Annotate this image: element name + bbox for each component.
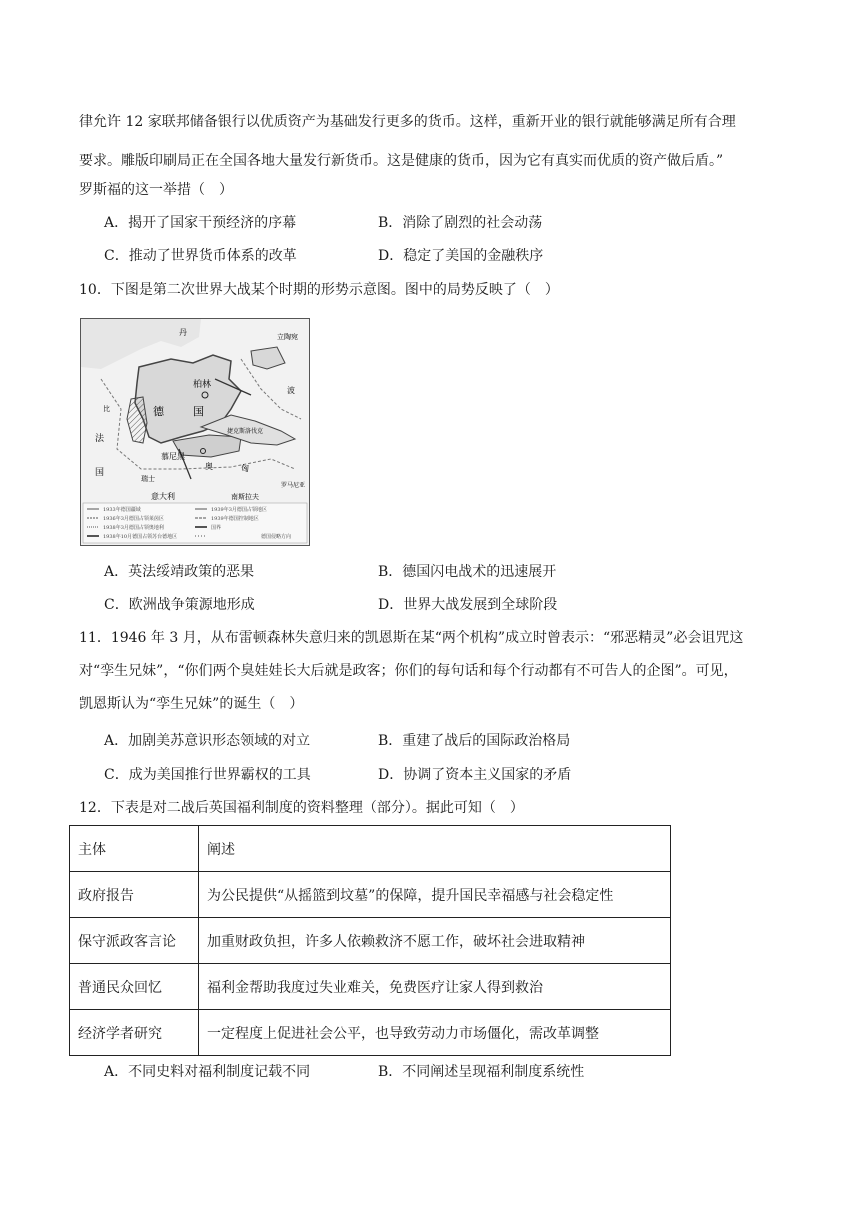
q10-option-b[interactable]: B．德国闪电战术的迅速展开 [378,564,557,580]
map-label-france-2: 国 [95,468,105,478]
q11-option-b[interactable]: B．重建了战后的国际政治格局 [378,733,571,749]
map-label-hungary: 匈 [241,464,249,473]
map-label-munich: 慕尼黑 [161,452,185,461]
q10-stem: 10．下图是第二次世界大战某个时期的形势示意图。图中的局势反映了（ ） [79,282,559,298]
table-row [70,964,671,1010]
legend-entry: 德国侵略方向 [261,534,292,540]
legend-entry: 1933年德国疆域 [103,507,141,513]
q11-option-a[interactable]: A．加剧美苏意识形态领域的对立 [104,733,311,749]
legend-entry: 国界 [211,525,222,531]
table-header-cell: 主体 [70,826,199,872]
legend-entry: 1936年3月德国占领莱茵区 [103,516,164,522]
table-cell: 经济学者研究 [70,1010,199,1056]
q11-text-line-3: 凯恩斯认为“孪生兄妹”的诞生（ ） [79,696,304,712]
q11-text-line-2: 对“孪生兄妹”，“你们两个臭娃娃长大后就是政客；你们的每句话和每个行动都有不可告人的企图”。可见， [79,663,738,679]
q9-option-a[interactable]: A．揭开了国家干预经济的序幕 [104,215,297,231]
q12-option-b[interactable]: B．不同阐述呈现福利制度系统性 [378,1064,585,1080]
map-label-belgium: 比 [103,405,110,413]
q11-option-c[interactable]: C．成为美国推行世界霸权的工具 [104,767,311,783]
table-header-cell: 阐述 [199,826,671,872]
q10-option-a[interactable]: A．英法绥靖政策的恶果 [104,564,255,580]
table-cell: 福利金帮助我度过失业难关，免费医疗让家人得到救治 [199,964,671,1010]
q9-text-line-2: 要求。雕版印刷局正在全国各地大量发行新货币。这是健康的货币，因为它有真实而优质的资产做后盾。” [79,153,724,169]
map-label-romania: 罗马尼亚 [281,482,306,489]
map-label-swiss: 瑞士 [141,475,155,483]
legend-entry: 1938年3月德国占领奥地利 [103,525,164,531]
map-label-poland: 波 [287,386,295,395]
map-label-germany-1: 德 [153,405,164,418]
legend-entry: 1939年3月德国占领地区 [211,507,267,513]
table-cell: 普通民众回忆 [70,964,199,1010]
map-label-czech: 捷克斯洛伐克 [227,428,264,435]
q9-option-d[interactable]: D．稳定了美国的金融秩序 [378,248,544,264]
map-label-austria: 奥 [205,462,213,471]
map-label-germany-2: 国 [193,405,204,418]
table-row [70,918,671,964]
table-row [70,872,671,918]
q12-stem: 12．下表是对二战后英国福利制度的资料整理（部分）。据此可知（ ） [79,800,524,816]
map-label-denmark: 丹 [179,328,187,337]
ww2-situation-map [80,318,310,546]
map-label-lithuania: 立陶宛 [277,333,298,341]
q9-option-b[interactable]: B．消除了剧烈的社会动荡 [378,215,543,231]
welfare-sources-table [69,825,671,1056]
table-cell: 一定程度上促进社会公平，也导致劳动力市场僵化，需改革调整 [199,1010,671,1056]
map-drawing [81,319,309,545]
q11-option-d[interactable]: D．协调了资本主义国家的矛盾 [378,767,572,783]
q11-text-line-1: 11．1946 年 3 月，从布雷顿森林失意归来的凯恩斯在某“两个机构”成立时曾表示：“邪恶精灵”必会诅咒这 [79,630,744,646]
map-label-yugoslavia: 南斯拉夫 [231,493,259,501]
legend-entry: 1939年德国控制地区 [211,516,259,522]
table-cell: 为公民提供“从摇篮到坟墓”的保障，提升国民幸福感与社会稳定性 [199,872,671,918]
q12-option-a[interactable]: A．不同史料对福利制度记载不同 [104,1064,311,1080]
legend-entry: 1938年10月德国占领苏台德地区 [103,534,178,540]
table-cell: 加重财政负担，许多人依赖救济不愿工作，破坏社会进取精神 [199,918,671,964]
map-label-berlin: 柏林 [193,380,212,390]
table-header-row [70,826,671,872]
q10-option-c[interactable]: C．欧洲战争策源地形成 [104,597,255,613]
q9-text-line-1: 律允许 12 家联邦储备银行以优质资产为基础发行更多的货币。这样，重新开业的银行就能够满足所有合理 [79,114,736,130]
q10-option-d[interactable]: D．世界大战发展到全球阶段 [378,597,558,613]
map-label-france-1: 法 [95,434,105,444]
table-cell: 保守派政客言论 [70,918,199,964]
map-label-italy: 意大利 [151,492,175,501]
q9-option-c[interactable]: C．推动了世界货币体系的改革 [104,248,297,264]
table-cell: 政府报告 [70,872,199,918]
table-row [70,1010,671,1056]
q9-text-line-3: 罗斯福的这一举措（ ） [79,182,233,198]
